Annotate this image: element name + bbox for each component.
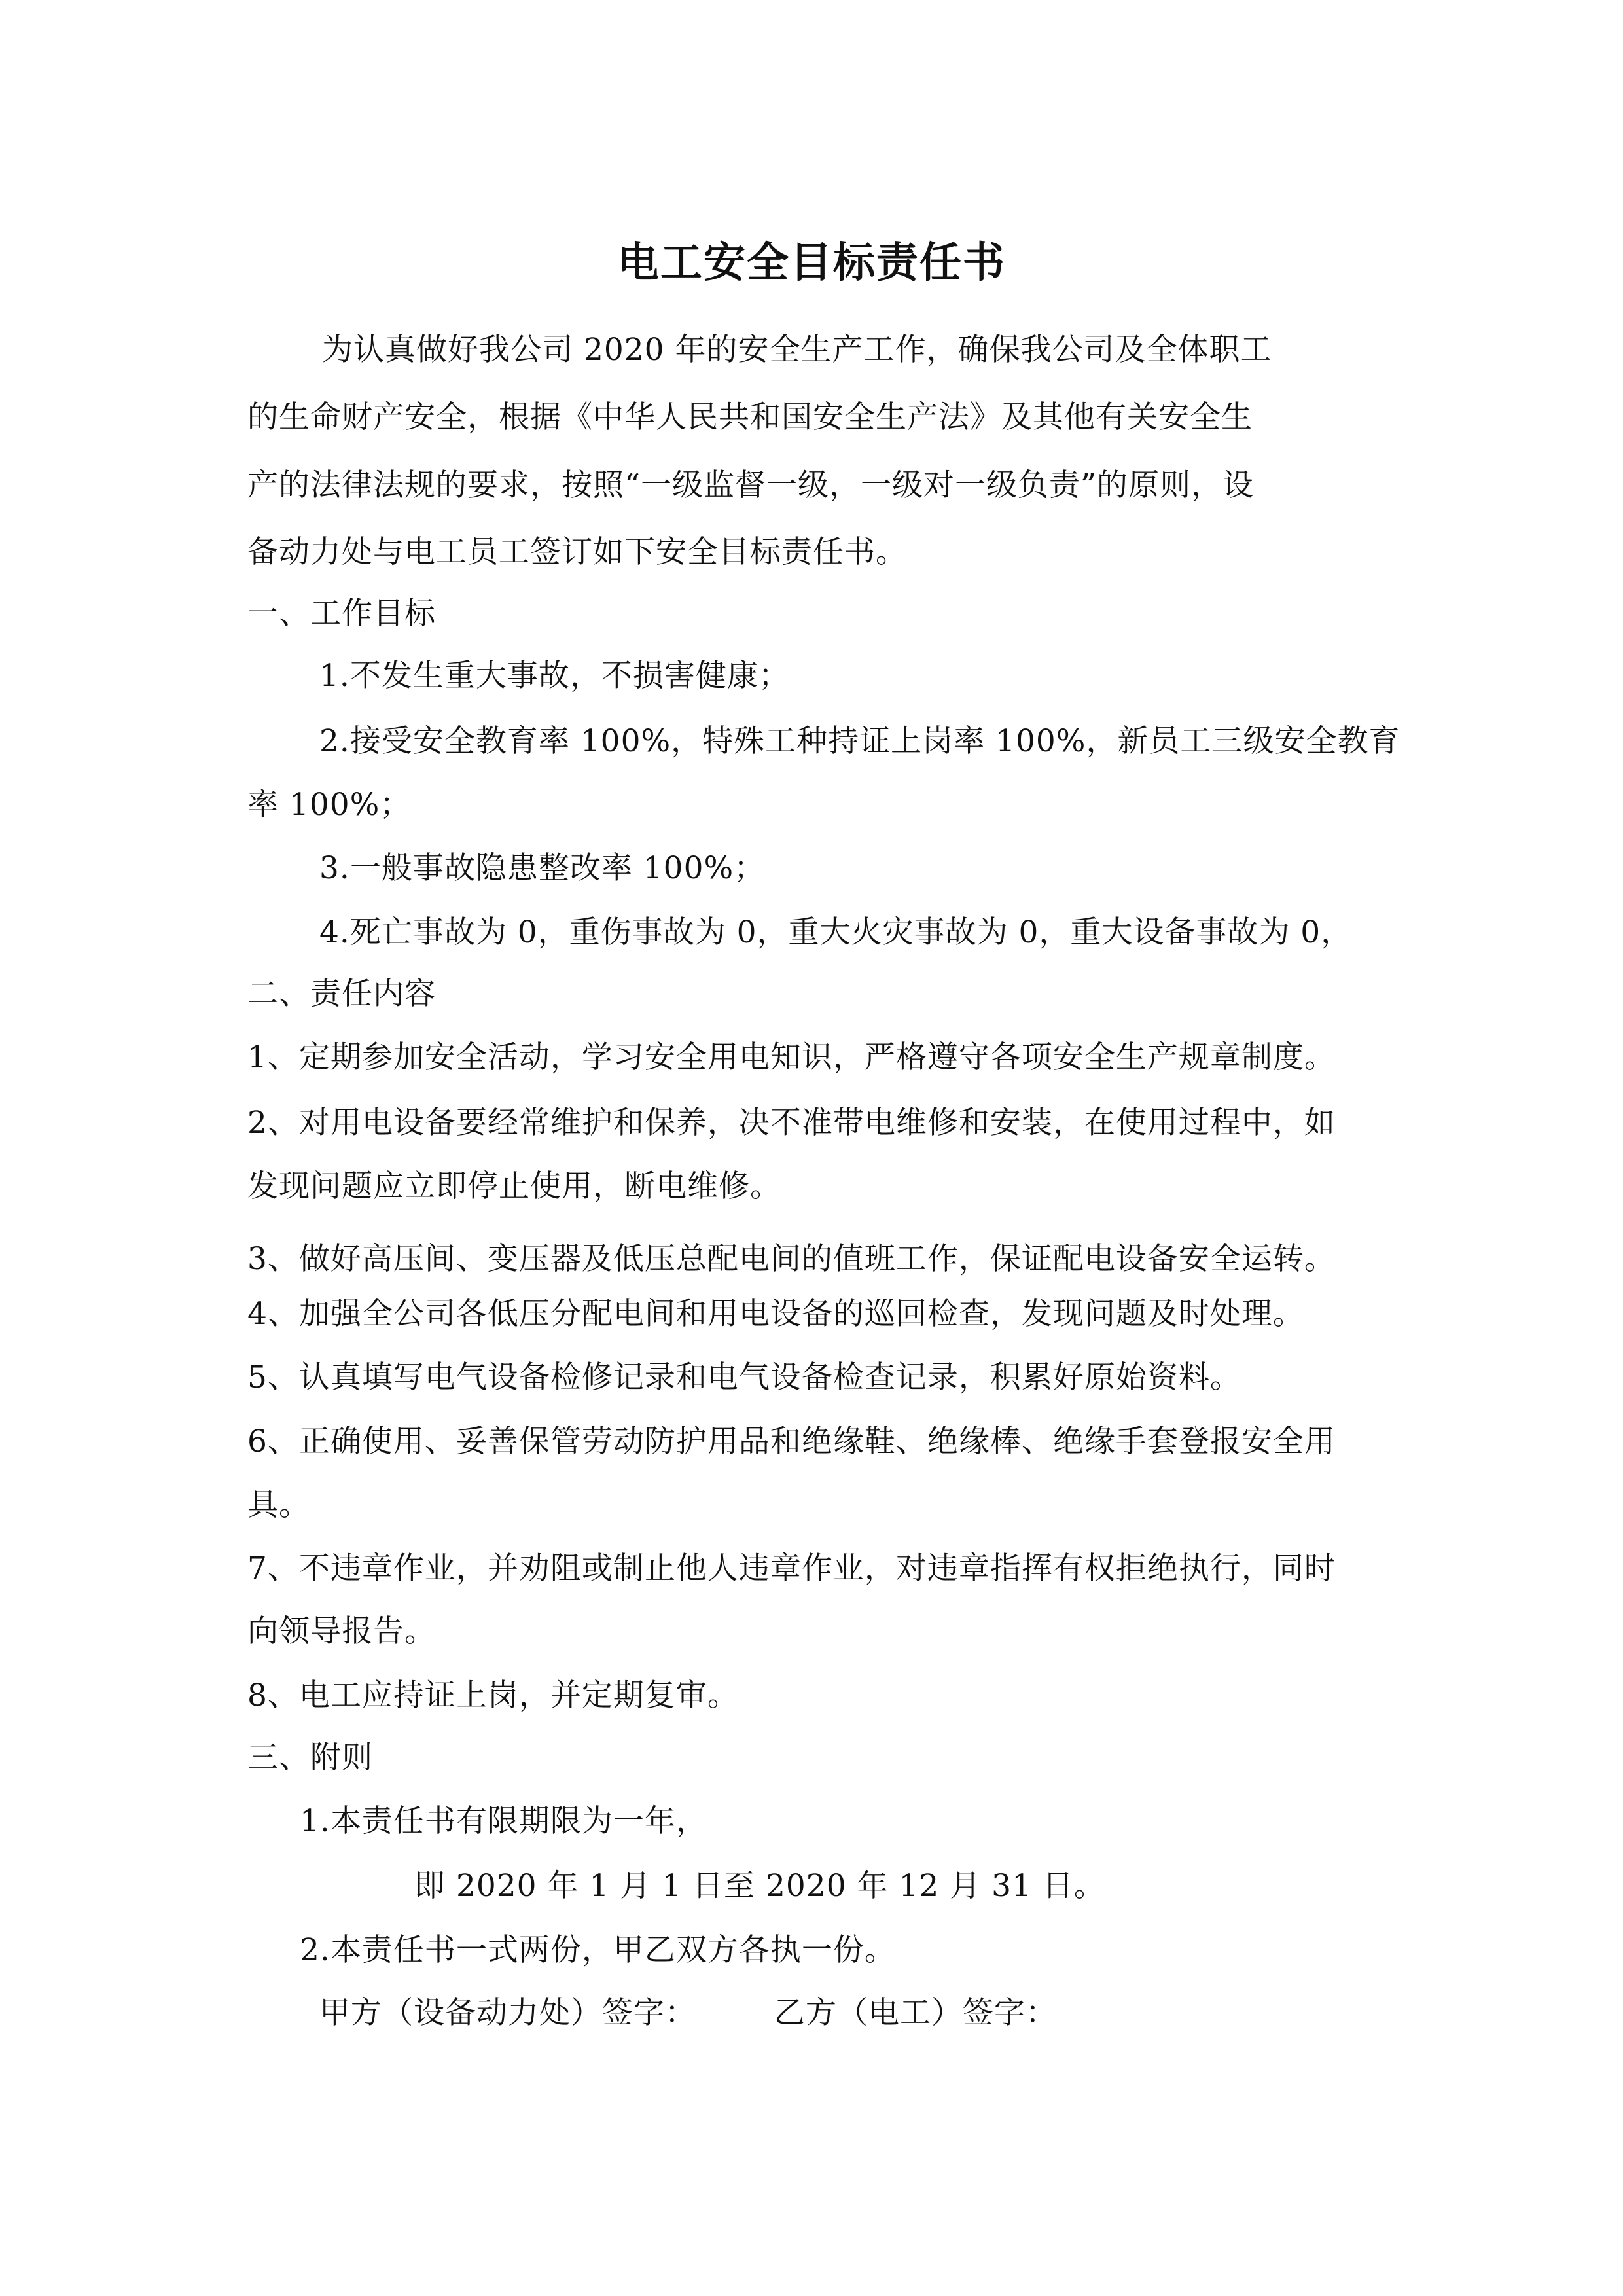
section2-item-7: 7、不违章作业，并劝阻或制止他人违章作业，对违章指挥有权拒绝执行，同时	[247, 1551, 1336, 1587]
intro-line-2: 的生命财产安全，根据《中华人民共和国安全生产法》及其他有关安全生	[247, 399, 1253, 435]
section2-item-1: 1、定期参加安全活动，学习安全用电知识，严格遵守各项安全生产规章制度。	[247, 1039, 1336, 1075]
section3-heading: 三、附则	[247, 1740, 373, 1776]
section1-heading: 一、工作目标	[247, 596, 436, 632]
document-title: 电工安全目标责任书	[617, 239, 1006, 287]
section1-item-3: 3.一般事故隐患整改率 100%；	[319, 850, 766, 886]
party-a-signature-label: 甲方（设备动力处）签字：	[319, 1995, 696, 2031]
section2-item-5: 5、认真填写电气设备检修记录和电气设备检查记录，积累好原始资料。	[247, 1359, 1241, 1395]
intro-line-1: 为认真做好我公司 2020 年的安全生产工作，确保我公司及全体职工	[322, 332, 1272, 368]
section2-item-3: 3、做好高压间、变压器及低压总配电间的值班工作，保证配电设备安全运转。	[247, 1241, 1336, 1277]
section1-item-2-cont: 率 100%；	[247, 787, 412, 823]
section1-item-4: 4.死亡事故为 0，重伤事故为 0，重大火灾事故为 0，重大设备事故为 0，	[319, 914, 1353, 950]
party-b-signature-label: 乙方（电工）签字：	[774, 1995, 1057, 2031]
section1-item-1: 1.不发生重大事故，不损害健康；	[319, 658, 790, 694]
section1-item-2: 2.接受安全教育率 100%，特殊工种持证上岗率 100%，新员工三级安全教育	[319, 723, 1400, 759]
section2-item-6-cont: 具。	[247, 1487, 310, 1523]
section3-item-1-dates: 即 2020 年 1 月 1 日至 2020 年 12 月 31 日。	[414, 1868, 1105, 1904]
section2-item-4: 4、加强全公司各低压分配电间和用电设备的巡回检查，发现问题及时处理。	[247, 1296, 1304, 1332]
section2-item-8: 8、电工应持证上岗，并定期复审。	[247, 1677, 739, 1713]
section2-item-6: 6、正确使用、妥善保管劳动防护用品和绝缘鞋、绝缘棒、绝缘手套登报安全用	[247, 1424, 1336, 1460]
intro-line-4: 备动力处与电工员工签订如下安全目标责任书。	[247, 534, 907, 570]
section2-item-7-cont: 向领导报告。	[247, 1613, 436, 1649]
section3-item-1: 1.本责任书有限期限为一年，	[300, 1803, 707, 1839]
section3-item-2: 2.本责任书一式两份，甲乙双方各执一份。	[300, 1932, 896, 1968]
intro-line-3: 产的法律法规的要求，按照“一级监督一级，一级对一级负责”的原则，设	[247, 467, 1255, 503]
section2-item-2-cont: 发现问题应立即停止使用，断电维修。	[247, 1168, 781, 1204]
section2-heading: 二、责任内容	[247, 976, 436, 1012]
section2-item-2: 2、对用电设备要经常维护和保养，决不准带电维修和安装，在使用过程中，如	[247, 1105, 1336, 1141]
